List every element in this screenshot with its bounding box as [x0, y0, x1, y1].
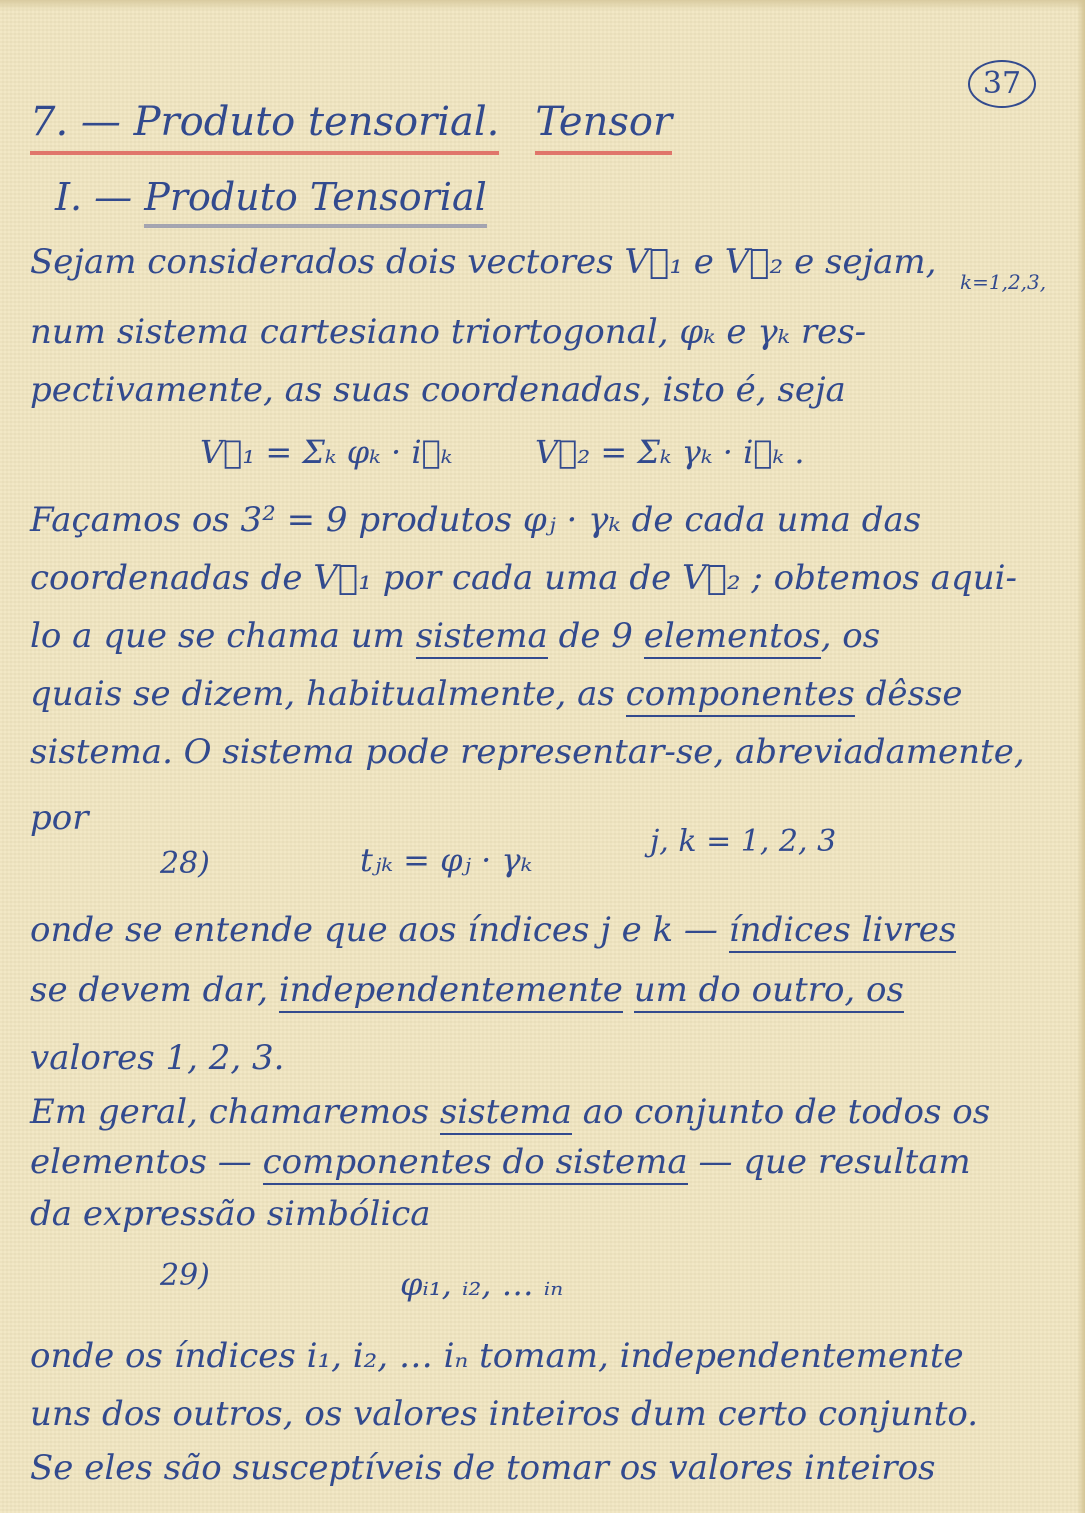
- underlined-term-sistema: sistema: [440, 1092, 572, 1135]
- equation-label-28: 28): [160, 846, 210, 881]
- text-span: , os: [820, 616, 881, 656]
- underlined-term-um-do-outro: um do outro, os: [634, 970, 904, 1013]
- text-line: uns dos outros, os valores inteiros dum certo conjunto.: [30, 1394, 979, 1434]
- index-note: k=1,2,3,: [960, 270, 1047, 294]
- text-span: — que resultam: [698, 1142, 971, 1182]
- text-line: [30, 968, 904, 1012]
- chapter-title-main: 7. — Produto tensorial.: [30, 99, 499, 155]
- text-span: onde se entende que aos índices j e k —: [30, 910, 718, 950]
- text-span: de 9: [558, 616, 633, 656]
- page-top-edge: [0, 0, 1085, 10]
- page-number: 37: [982, 66, 1022, 101]
- formula-v1: V⃗₁ = Σₖ φₖ · i⃗ₖ: [200, 433, 453, 471]
- text-line: [30, 908, 956, 952]
- text-span: lo a que se chama um: [30, 616, 405, 656]
- text-line: [30, 1140, 971, 1184]
- text-span: ao conjunto de todos os: [582, 1092, 991, 1132]
- underlined-term-independentemente: independentemente: [279, 970, 623, 1013]
- text-line: Façamos os 3² = 9 produtos φⱼ · γₖ de cada uma das: [30, 500, 922, 540]
- page-number-circle: [968, 60, 1036, 108]
- formula-v2: V⃗₂ = Σₖ γₖ · i⃗ₖ .: [535, 433, 805, 471]
- text-line: coordenadas de V⃗₁ por cada uma de V⃗₂ ; obtemos aqui-: [30, 558, 1017, 598]
- text-line: Se eles são susceptíveis de tomar os valores inteiros: [30, 1448, 936, 1488]
- underlined-term-componentes-do-sistema: componentes do sistema: [263, 1142, 688, 1185]
- text-line: da expressão simbólica: [30, 1194, 431, 1234]
- underlined-term-componentes: componentes: [626, 674, 855, 717]
- text-line: [30, 1090, 990, 1134]
- text-line: [30, 614, 880, 658]
- equation-28-range: j, k = 1, 2, 3: [650, 824, 837, 859]
- text-span: Em geral, chamaremos: [30, 1092, 430, 1132]
- text-span: quais se dizem, habitualmente, as: [30, 674, 615, 714]
- text-line: pectivamente, as suas coordenadas, isto é, seja: [30, 370, 846, 410]
- chapter-title-tensor: Tensor: [535, 99, 672, 155]
- section-title: [55, 175, 487, 219]
- section-title-text: Produto Tensorial: [144, 175, 487, 228]
- text-span: se devem dar,: [30, 970, 268, 1010]
- underlined-term-indices-livres: índices livres: [729, 910, 957, 953]
- chapter-title: [30, 100, 672, 144]
- text-line: sistema. O sistema pode representar-se, abreviadamente,: [30, 732, 1025, 772]
- underlined-term-sistema: sistema: [416, 616, 548, 659]
- text-span: elementos —: [30, 1142, 252, 1182]
- page-right-edge: [1077, 0, 1085, 1513]
- text-span: dêsse: [865, 674, 963, 714]
- text-line: onde os índices i₁, i₂, … iₙ tomam, independentemente: [30, 1336, 964, 1376]
- text-line: Sejam considerados dois vectores V⃗₁ e V⃗₂ e sejam,: [30, 242, 937, 282]
- underlined-term-elementos: elementos: [644, 616, 821, 659]
- equation-28: tⱼₖ = φⱼ · γₖ: [360, 841, 533, 879]
- text-line: num sistema cartesiano triortogonal, φₖ e γₖ res-: [30, 312, 867, 352]
- text-line: valores 1, 2, 3.: [30, 1038, 285, 1078]
- text-line: [30, 672, 963, 716]
- text-line: por: [30, 798, 89, 838]
- equation-label-29: 29): [160, 1258, 210, 1293]
- section-title-prefix: I. —: [55, 175, 145, 219]
- equation-29: φᵢ₁, ᵢ₂, … ᵢₙ: [400, 1265, 564, 1303]
